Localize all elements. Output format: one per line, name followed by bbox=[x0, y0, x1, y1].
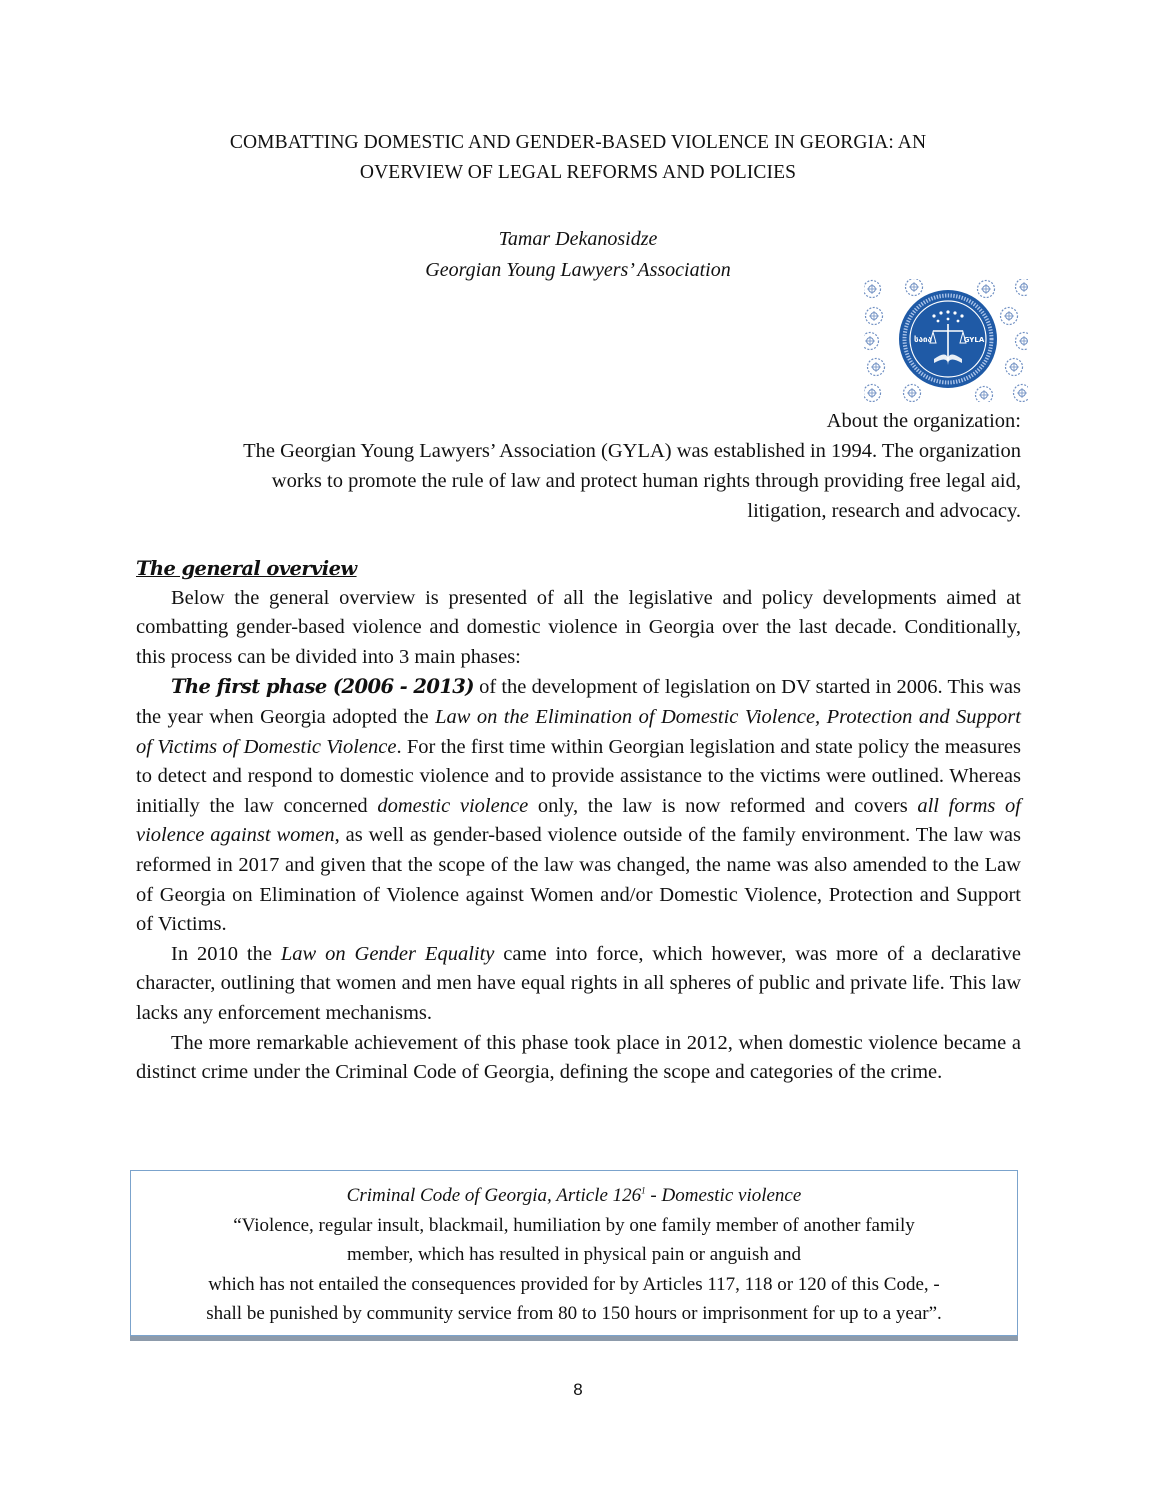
gyla-logo bbox=[864, 279, 1028, 402]
about-line-3: litigation, research and advocacy. bbox=[747, 500, 1021, 522]
quote-line-4: shall be punished by community service from 80 to 150 hours or imprisonment for up to a year”. bbox=[206, 1303, 942, 1324]
logo-left-text: საია bbox=[914, 335, 932, 344]
author-affiliation: Georgian Young Lawyers’ Association bbox=[425, 259, 731, 281]
author-block bbox=[130, 224, 1026, 286]
quote-line-2: member, which has resulted in physical pain or anguish and bbox=[346, 1244, 802, 1265]
title-line-1: COMBATTING DOMESTIC AND GENDER-BASED VIOLENCE IN GEORGIA: AN bbox=[229, 132, 927, 153]
about-organization bbox=[130, 406, 1021, 526]
paragraph-first-phase: The first phase (2006 - 2013) of the development of legislation on DV started in 2006. This was the year when Georgia adopted the Law on the Elimination of Domestic Violence, Protection and Support of Victims of Domestic Violence. For the first time within Georgian legislation and state policy the measures to detect and respond to domestic violence and to provide assistance to the victims were outlined. Whereas initially the law concerned domestic violence only, the law is now reformed and covers all forms of violence against women, as well as gender-based violence outside of the family environment. The law was reformed in 2017 and given that the scope of the law was changed, the name was also amended to the Law of Georgia on Elimination of Violence against Women and/or Domestic Violence, Protection and Support of Victims. bbox=[136, 675, 1022, 936]
section-heading: The general overview bbox=[136, 557, 357, 580]
about-line-2: works to promote the rule of law and protect human rights through providing free legal aid, bbox=[271, 470, 1021, 492]
quote-line-1: “Violence, regular insult, blackmail, humiliation by one family member of another family bbox=[233, 1214, 915, 1236]
paragraph-intro: Below the general overview is presented of all the legislative and policy developments aimed at combatting gender-based violence and domestic violence in Georgia over the last decade. Conditionally, this process can be divided into 3 main phases: bbox=[136, 586, 1021, 668]
logo-right-text: GYLA bbox=[963, 336, 985, 344]
quote-box bbox=[130, 1170, 1018, 1336]
quote-line-3: which has not entailed the consequences provided for by Articles 117, 118 or 120 of this Code, - bbox=[208, 1273, 940, 1295]
law-gender-equality: Law on Gender Equality bbox=[280, 942, 495, 965]
page-number: 8 bbox=[573, 1380, 583, 1399]
about-label: About the organization: bbox=[826, 410, 1021, 432]
quote-caption: Criminal Code of Georgia, Article $126^1$ - Domestic violence bbox=[346, 1185, 802, 1206]
section-general-overview bbox=[136, 554, 1021, 1088]
gyla-logo-graphic bbox=[864, 279, 1028, 402]
about-line-1: The Georgian Young Lawyers’ Association (GYLA) was established in 1994. The organization bbox=[243, 440, 1021, 462]
first-phase-lead: The first phase (2006 - 2013) bbox=[171, 675, 474, 699]
title-line-2: OVERVIEW OF LEGAL REFORMS AND POLICIES bbox=[359, 162, 797, 183]
document-title bbox=[130, 128, 1026, 188]
law-title-2006: Law on the Elimination of Domestic Violence, Protection and Support of Victims of Domestic Violence bbox=[136, 705, 1021, 758]
author-name: Tamar Dekanosidze bbox=[498, 228, 658, 250]
paragraph-gender-equality: In 2010 the Law on Gender Equality came into force, which however, was more of a declarative character, outlining that women and men have equal rights in all spheres of public and private life. This law lacks any enforcement mechanisms. bbox=[136, 942, 1021, 1024]
paragraph-criminal-code: The more remarkable achievement of this phase took place in 2012, when domestic violence became a distinct crime under the Criminal Code of Georgia, defining the scope and categories of the crime. bbox=[136, 1031, 1021, 1084]
